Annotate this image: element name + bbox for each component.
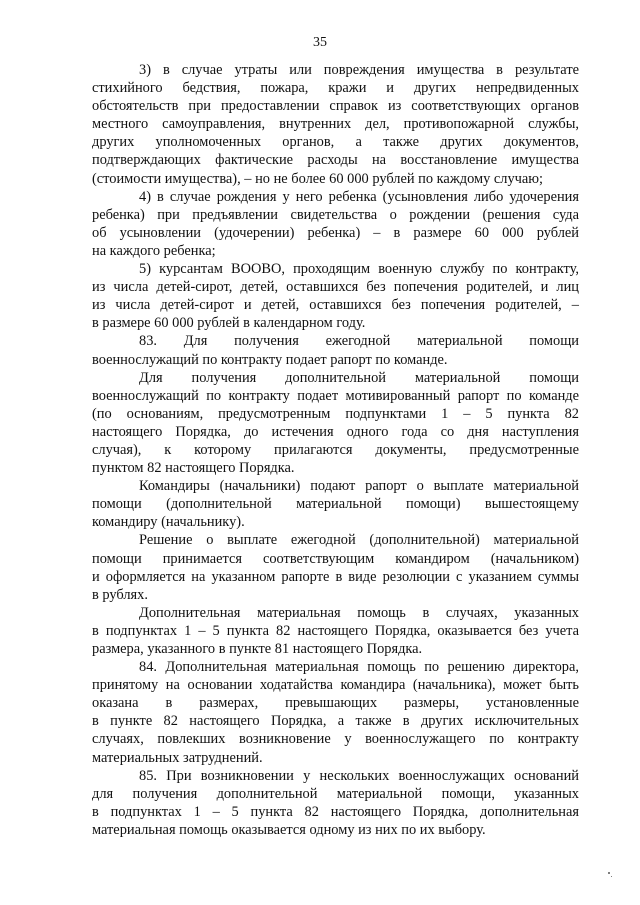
text-line: в рублях. xyxy=(92,586,148,603)
text-line: из числа детей-сирот, детей, оставшихся без попечения родителей, и лиц xyxy=(92,279,579,296)
text-line: 3) в случае утраты или повреждения имущества в результате xyxy=(139,62,579,78)
scan-speck xyxy=(611,876,612,877)
text-line: местного самоуправления, внутренних дел, противопожарной службы, xyxy=(92,116,579,133)
scan-speck xyxy=(608,872,610,874)
text-line: командиру (начальнику). xyxy=(92,514,245,531)
text-line: из числа детей-сирот и детей, оставшихся без попечения родителей, – xyxy=(92,297,579,314)
text-line: (стоимости имущества), – но не более 60 000 рублей по каждому случаю; xyxy=(92,170,544,187)
text-line: других уполномоченных органов, а также других документов, xyxy=(92,134,579,151)
paragraph-decision xyxy=(92,531,579,603)
text-line: на каждого ребенка; xyxy=(92,242,216,259)
text-line: случаях, повлекших возникновение у военнослужащего по контракту xyxy=(92,731,579,748)
text-line: обстоятельств при предоставлении справок из соответствующих органов xyxy=(92,98,579,115)
text-line: военнослужащий по контракту подает рапорт по команде. xyxy=(92,351,448,368)
text-line: случая), к которому прилагаются документы, предусмотренные xyxy=(92,441,579,458)
text-line: принятому на основании ходатайства командира (начальника), может быть xyxy=(92,677,579,694)
text-line: материальных затруднений. xyxy=(92,749,263,766)
text-line: размера, указанного в пункте 81 настоящего Порядка. xyxy=(92,641,423,657)
text-line: подтверждающих фактические расходы на восстановление имущества xyxy=(92,152,579,169)
text-line: в подпунктах 1 – 5 пункта 82 настоящего Порядка, оказывается без учета xyxy=(92,622,579,639)
page-number: 35 xyxy=(313,35,327,50)
paragraph-commanders xyxy=(92,477,579,531)
paragraph-item-5 xyxy=(92,260,579,332)
text-line: военнослужащий по контракту подает мотивированный рапорт по команде xyxy=(92,387,579,404)
text-line: Командиры (начальники) подают рапорт о выплате материальной xyxy=(139,478,579,495)
text-line: Для получения дополнительной материальной помощи xyxy=(139,369,579,386)
text-line: 83. Для получения ежегодной материальной помощи xyxy=(139,333,579,350)
text-line: ребенка) при предъявлении свидетельства о рождении (решения суда xyxy=(92,206,579,223)
text-line: оказана в размерах, превышающих размеры, установленные xyxy=(92,695,579,712)
text-line: Решение о выплате ежегодной (дополнительной) материальной xyxy=(139,532,579,549)
text-line: в подпунктах 1 – 5 пункта 82 настоящего Порядка, дополнительная xyxy=(92,803,579,820)
paragraph-83 xyxy=(92,332,579,368)
text-line: Дополнительная материальная помощь в случаях, указанных xyxy=(139,604,579,621)
text-line: материальная помощь оказывается одному из них по их выбору. xyxy=(92,821,486,838)
text-line: в размере 60 000 рублей в календарном году. xyxy=(92,315,366,332)
paragraph-84 xyxy=(92,658,579,767)
text-line: 84. Дополнительная материальная помощь по решению директора, xyxy=(139,659,579,676)
text-line: для получения дополнительной материальной помощи, указанных xyxy=(92,785,579,802)
text-line: настоящего Порядка, до истечения одного года со дня наступления xyxy=(92,423,579,440)
paragraph-additional-cases xyxy=(92,604,579,658)
text-line: в пункте 82 настоящего Порядка, а также в других исключительных xyxy=(92,713,579,730)
document-body xyxy=(92,61,579,839)
paragraph-item-3 xyxy=(92,61,579,188)
text-line: помощи (дополнительной материальной помощи) вышестоящему xyxy=(92,496,579,513)
paragraph-83-additional xyxy=(92,369,579,478)
paragraph-85 xyxy=(92,767,579,839)
text-line: (по основаниям, предусмотренным подпунктами 1 – 5 пункта 82 xyxy=(92,405,579,422)
text-line: помощи принимается соответствующим командиром (начальником) xyxy=(92,550,579,567)
text-line: пунктом 82 настоящего Порядка. xyxy=(92,460,295,477)
text-line: 85. При возникновении у нескольких военнослужащих оснований xyxy=(139,767,579,784)
paragraph-item-4 xyxy=(92,188,579,260)
text-line: об усыновлении (удочерении) ребенка) – в размере 60 000 рублей xyxy=(92,224,579,241)
text-line: 5) курсантам ВООВО, проходящим военную службу по контракту, xyxy=(139,261,579,278)
text-line: 4) в случае рождения у него ребенка (усыновления либо удочерения xyxy=(139,188,579,205)
text-line: и оформляется на указанном рапорте в виде резолюции с указанием суммы xyxy=(92,568,579,585)
text-line: стихийного бедствия, пожара, кражи и других непредвиденных xyxy=(92,80,579,97)
